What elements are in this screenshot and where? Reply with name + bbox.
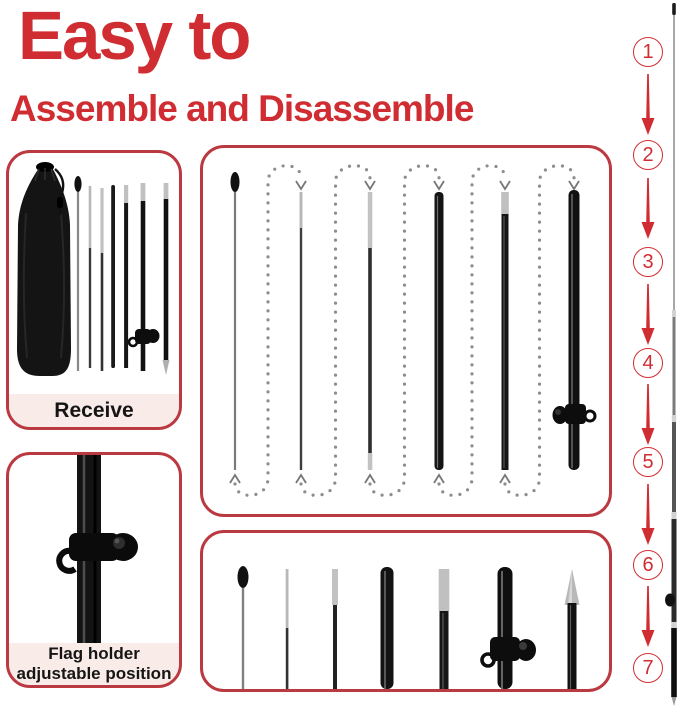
step-3-badge: 3	[633, 247, 663, 277]
receive-panel	[6, 150, 182, 430]
shock-cord-panel	[200, 145, 612, 517]
down-arrow-icon	[640, 384, 656, 446]
down-arrow-icon	[640, 284, 656, 346]
receive-caption-text: Receive	[54, 398, 134, 422]
step-6-badge: 6	[633, 550, 663, 580]
pole-sections-panel	[200, 530, 612, 692]
down-arrow-icon	[640, 586, 656, 648]
step-7-badge: 7	[633, 653, 663, 683]
flag-holder-panel	[6, 452, 182, 688]
headline-line1: Easy to	[18, 0, 250, 74]
pole-sections-graphic	[203, 533, 609, 689]
step-1-badge: 1	[633, 37, 663, 67]
flag-holder-clamp-icon	[9, 455, 179, 643]
step-2-badge: 2	[633, 140, 663, 170]
shock-cord-diagram	[203, 148, 609, 514]
drawstring-bag-icon	[9, 153, 182, 400]
step-4-badge: 4	[633, 348, 663, 378]
step-5-badge: 5	[633, 447, 663, 477]
flag-holder-caption-line1: Flag holder	[48, 644, 140, 664]
flag-holder-caption-line2: adjustable position	[16, 664, 172, 683]
receive-caption	[9, 394, 179, 427]
flag-holder-caption	[9, 643, 179, 685]
down-arrow-icon	[640, 178, 656, 240]
down-arrow-icon	[640, 484, 656, 546]
headline-line2: Assemble and Disassemble	[10, 88, 474, 129]
down-arrow-icon	[640, 74, 656, 136]
assembled-flagpole-graphic	[664, 0, 679, 706]
